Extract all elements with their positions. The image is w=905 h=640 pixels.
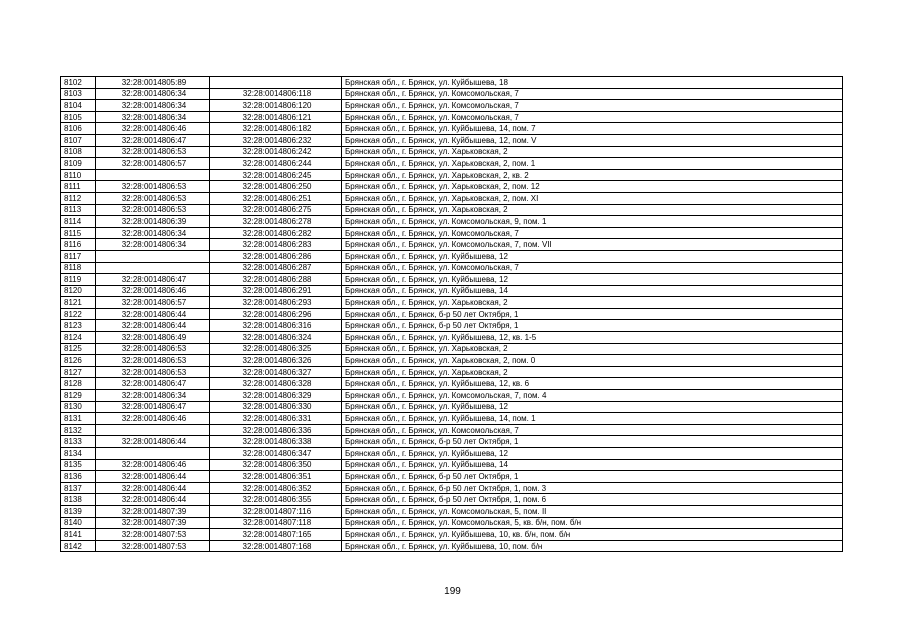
row-number-cell: 8130 <box>61 401 96 413</box>
table-row <box>61 529 843 541</box>
address-cell: Брянская обл., г. Брянск, ул. Куйбышева, 12, кв. 6 <box>342 378 843 390</box>
object-cadastral-number-cell: 32:28:0014806:245 <box>210 169 342 181</box>
parcel-cadastral-number-cell: 32:28:0014806:34 <box>96 227 210 239</box>
table-row <box>61 459 843 471</box>
parcel-cadastral-number-cell <box>96 169 210 181</box>
object-cadastral-number-cell: 32:28:0014806:328 <box>210 378 342 390</box>
table-body <box>61 77 843 552</box>
page-number: 199 <box>444 586 461 597</box>
object-cadastral-number-cell: 32:28:0014807:165 <box>210 529 342 541</box>
row-number-cell: 8123 <box>61 320 96 332</box>
parcel-cadastral-number-cell: 32:28:0014806:46 <box>96 285 210 297</box>
row-number-cell: 8142 <box>61 540 96 552</box>
table-row <box>61 250 843 262</box>
address-cell: Брянская обл., г. Брянск, ул. Харьковская, 2, пом. 1 <box>342 158 843 170</box>
parcel-cadastral-number-cell: 32:28:0014806:47 <box>96 274 210 286</box>
object-cadastral-number-cell: 32:28:0014806:287 <box>210 262 342 274</box>
table-row <box>61 262 843 274</box>
object-cadastral-number-cell: 32:28:0014806:329 <box>210 390 342 402</box>
row-number-cell: 8132 <box>61 424 96 436</box>
address-cell: Брянская обл., г. Брянск, ул. Куйбышева, 10, кв. б/н, пом. б/н <box>342 529 843 541</box>
object-cadastral-number-cell: 32:28:0014806:316 <box>210 320 342 332</box>
object-cadastral-number-cell: 32:28:0014806:182 <box>210 123 342 135</box>
object-cadastral-number-cell: 32:28:0014806:351 <box>210 471 342 483</box>
row-number-cell: 8124 <box>61 332 96 344</box>
address-cell: Брянская обл., г. Брянск, ул. Куйбышева, 12 <box>342 401 843 413</box>
row-number-cell: 8121 <box>61 297 96 309</box>
parcel-cadastral-number-cell: 32:28:0014806:53 <box>96 343 210 355</box>
table-row <box>61 100 843 112</box>
address-cell: Брянская обл., г. Брянск, ул. Харьковская, 2, пом. 12 <box>342 181 843 193</box>
object-cadastral-number-cell: 32:28:0014806:288 <box>210 274 342 286</box>
table-row <box>61 482 843 494</box>
address-cell: Брянская обл., г. Брянск, ул. Харьковская, 2 <box>342 204 843 216</box>
parcel-cadastral-number-cell: 32:28:0014806:53 <box>96 355 210 367</box>
address-cell: Брянская обл., г. Брянск, б-р 50 лет Октября, 1 <box>342 471 843 483</box>
row-number-cell: 8140 <box>61 517 96 529</box>
object-cadastral-number-cell: 32:28:0014806:242 <box>210 146 342 158</box>
table-row <box>61 332 843 344</box>
row-number-cell: 8114 <box>61 216 96 228</box>
cadastral-table <box>60 76 843 552</box>
row-number-cell: 8105 <box>61 111 96 123</box>
row-number-cell: 8131 <box>61 413 96 425</box>
object-cadastral-number-cell: 32:28:0014807:168 <box>210 540 342 552</box>
table-row <box>61 169 843 181</box>
row-number-cell: 8109 <box>61 158 96 170</box>
address-cell: Брянская обл., г. Брянск, ул. Харьковская, 2 <box>342 146 843 158</box>
table-row <box>61 494 843 506</box>
table-row <box>61 517 843 529</box>
row-number-cell: 8126 <box>61 355 96 367</box>
parcel-cadastral-number-cell: 32:28:0014806:47 <box>96 401 210 413</box>
address-cell: Брянская обл., г. Брянск, ул. Комсомольская, 7 <box>342 424 843 436</box>
object-cadastral-number-cell: 32:28:0014806:283 <box>210 239 342 251</box>
address-cell: Брянская обл., г. Брянск, ул. Комсомольская, 7 <box>342 262 843 274</box>
address-cell: Брянская обл., г. Брянск, ул. Куйбышева, 10, пом. б/н <box>342 540 843 552</box>
parcel-cadastral-number-cell <box>96 424 210 436</box>
parcel-cadastral-number-cell: 32:28:0014806:47 <box>96 378 210 390</box>
address-cell: Брянская обл., г. Брянск, ул. Харьковская, 2 <box>342 343 843 355</box>
table-row <box>61 505 843 517</box>
row-number-cell: 8102 <box>61 77 96 89</box>
address-cell: Брянская обл., г. Брянск, ул. Комсомольская, 5, кв. б/н, пом. б/н <box>342 517 843 529</box>
address-cell: Брянская обл., г. Брянск, ул. Куйбышева, 12 <box>342 250 843 262</box>
address-cell: Брянская обл., г. Брянск, ул. Куйбышева, 14 <box>342 459 843 471</box>
row-number-cell: 8119 <box>61 274 96 286</box>
address-cell: Брянская обл., г. Брянск, ул. Комсомольская, 7 <box>342 88 843 100</box>
table-row <box>61 297 843 309</box>
row-number-cell: 8108 <box>61 146 96 158</box>
row-number-cell: 8116 <box>61 239 96 251</box>
table-row <box>61 540 843 552</box>
object-cadastral-number-cell: 32:28:0014806:293 <box>210 297 342 309</box>
table-row <box>61 146 843 158</box>
object-cadastral-number-cell: 32:28:0014806:121 <box>210 111 342 123</box>
row-number-cell: 8128 <box>61 378 96 390</box>
parcel-cadastral-number-cell: 32:28:0014806:53 <box>96 204 210 216</box>
parcel-cadastral-number-cell: 32:28:0014805:89 <box>96 77 210 89</box>
row-number-cell: 8106 <box>61 123 96 135</box>
object-cadastral-number-cell: 32:28:0014806:244 <box>210 158 342 170</box>
row-number-cell: 8134 <box>61 448 96 460</box>
row-number-cell: 8120 <box>61 285 96 297</box>
table-row <box>61 448 843 460</box>
object-cadastral-number-cell: 32:28:0014806:286 <box>210 250 342 262</box>
row-number-cell: 8110 <box>61 169 96 181</box>
parcel-cadastral-number-cell: 32:28:0014806:49 <box>96 332 210 344</box>
table-row <box>61 401 843 413</box>
table-row <box>61 413 843 425</box>
table-row <box>61 192 843 204</box>
row-number-cell: 8115 <box>61 227 96 239</box>
parcel-cadastral-number-cell: 32:28:0014806:46 <box>96 459 210 471</box>
object-cadastral-number-cell: 32:28:0014806:118 <box>210 88 342 100</box>
row-number-cell: 8104 <box>61 100 96 112</box>
table-row <box>61 355 843 367</box>
address-cell: Брянская обл., г. Брянск, б-р 50 лет Октября, 1, пом. 3 <box>342 482 843 494</box>
address-cell: Брянская обл., г. Брянск, ул. Комсомольская, 5, пом. II <box>342 505 843 517</box>
parcel-cadastral-number-cell: 32:28:0014806:46 <box>96 123 210 135</box>
object-cadastral-number-cell: 32:28:0014806:275 <box>210 204 342 216</box>
address-cell: Брянская обл., г. Брянск, ул. Комсомольская, 7, пом. VII <box>342 239 843 251</box>
parcel-cadastral-number-cell: 32:28:0014806:53 <box>96 192 210 204</box>
table-row <box>61 366 843 378</box>
row-number-cell: 8111 <box>61 181 96 193</box>
table-row <box>61 274 843 286</box>
address-cell: Брянская обл., г. Брянск, ул. Харьковская, 2 <box>342 297 843 309</box>
address-cell: Брянская обл., г. Брянск, ул. Куйбышева, 12, кв. 1-5 <box>342 332 843 344</box>
parcel-cadastral-number-cell: 32:28:0014806:44 <box>96 320 210 332</box>
object-cadastral-number-cell: 32:28:0014806:251 <box>210 192 342 204</box>
object-cadastral-number-cell: 32:28:0014806:347 <box>210 448 342 460</box>
parcel-cadastral-number-cell: 32:28:0014806:34 <box>96 390 210 402</box>
row-number-cell: 8133 <box>61 436 96 448</box>
parcel-cadastral-number-cell <box>96 262 210 274</box>
parcel-cadastral-number-cell <box>96 250 210 262</box>
parcel-cadastral-number-cell: 32:28:0014806:34 <box>96 111 210 123</box>
table-row <box>61 308 843 320</box>
row-number-cell: 8137 <box>61 482 96 494</box>
address-cell: Брянская обл., г. Брянск, ул. Куйбышева, 14 <box>342 285 843 297</box>
object-cadastral-number-cell: 32:28:0014806:291 <box>210 285 342 297</box>
row-number-cell: 8141 <box>61 529 96 541</box>
address-cell: Брянская обл., г. Брянск, ул. Комсомольская, 9, пом. 1 <box>342 216 843 228</box>
address-cell: Брянская обл., г. Брянск, б-р 50 лет Октября, 1 <box>342 436 843 448</box>
object-cadastral-number-cell: 32:28:0014806:350 <box>210 459 342 471</box>
address-cell: Брянская обл., г. Брянск, ул. Куйбышева, 12, пом. V <box>342 134 843 146</box>
object-cadastral-number-cell: 32:28:0014806:331 <box>210 413 342 425</box>
object-cadastral-number-cell: 32:28:0014806:338 <box>210 436 342 448</box>
object-cadastral-number-cell: 32:28:0014806:326 <box>210 355 342 367</box>
row-number-cell: 8117 <box>61 250 96 262</box>
address-cell: Брянская обл., г. Брянск, ул. Куйбышева, 12 <box>342 274 843 286</box>
table-row <box>61 320 843 332</box>
row-number-cell: 8118 <box>61 262 96 274</box>
parcel-cadastral-number-cell: 32:28:0014806:44 <box>96 482 210 494</box>
table-row <box>61 111 843 123</box>
row-number-cell: 8138 <box>61 494 96 506</box>
table-row <box>61 77 843 89</box>
table-row <box>61 390 843 402</box>
parcel-cadastral-number-cell: 32:28:0014806:34 <box>96 88 210 100</box>
object-cadastral-number-cell <box>210 77 342 89</box>
row-number-cell: 8113 <box>61 204 96 216</box>
row-number-cell: 8129 <box>61 390 96 402</box>
table-row <box>61 134 843 146</box>
object-cadastral-number-cell: 32:28:0014806:250 <box>210 181 342 193</box>
address-cell: Брянская обл., г. Брянск, ул. Комсомольская, 7 <box>342 227 843 239</box>
address-cell: Брянская обл., г. Брянск, ул. Харьковская, 2, кв. 2 <box>342 169 843 181</box>
parcel-cadastral-number-cell: 32:28:0014806:46 <box>96 413 210 425</box>
object-cadastral-number-cell: 32:28:0014806:336 <box>210 424 342 436</box>
object-cadastral-number-cell: 32:28:0014806:352 <box>210 482 342 494</box>
row-number-cell: 8135 <box>61 459 96 471</box>
address-cell: Брянская обл., г. Брянск, ул. Харьковская, 2, пом. 0 <box>342 355 843 367</box>
row-number-cell: 8103 <box>61 88 96 100</box>
object-cadastral-number-cell: 32:28:0014806:232 <box>210 134 342 146</box>
table-row <box>61 123 843 135</box>
table-row <box>61 216 843 228</box>
parcel-cadastral-number-cell: 32:28:0014806:44 <box>96 494 210 506</box>
table-row <box>61 227 843 239</box>
table-row <box>61 424 843 436</box>
parcel-cadastral-number-cell: 32:28:0014806:57 <box>96 297 210 309</box>
row-number-cell: 8127 <box>61 366 96 378</box>
parcel-cadastral-number-cell: 32:28:0014807:53 <box>96 529 210 541</box>
table-row <box>61 239 843 251</box>
address-cell: Брянская обл., г. Брянск, ул. Куйбышева, 14, пом. 1 <box>342 413 843 425</box>
address-cell: Брянская обл., г. Брянск, ул. Куйбышева, 14, пом. 7 <box>342 123 843 135</box>
table-row <box>61 285 843 297</box>
parcel-cadastral-number-cell: 32:28:0014806:57 <box>96 158 210 170</box>
table-row <box>61 343 843 355</box>
address-cell: Брянская обл., г. Брянск, ул. Харьковская, 2, пом. XI <box>342 192 843 204</box>
row-number-cell: 8107 <box>61 134 96 146</box>
parcel-cadastral-number-cell: 32:28:0014806:39 <box>96 216 210 228</box>
row-number-cell: 8122 <box>61 308 96 320</box>
object-cadastral-number-cell: 32:28:0014806:296 <box>210 308 342 320</box>
object-cadastral-number-cell: 32:28:0014806:355 <box>210 494 342 506</box>
parcel-cadastral-number-cell: 32:28:0014807:53 <box>96 540 210 552</box>
parcel-cadastral-number-cell: 32:28:0014807:39 <box>96 505 210 517</box>
address-cell: Брянская обл., г. Брянск, ул. Куйбышева, 18 <box>342 77 843 89</box>
table-row <box>61 436 843 448</box>
address-cell: Брянская обл., г. Брянск, б-р 50 лет Октября, 1 <box>342 320 843 332</box>
address-cell: Брянская обл., г. Брянск, ул. Куйбышева, 12 <box>342 448 843 460</box>
parcel-cadastral-number-cell: 32:28:0014806:53 <box>96 146 210 158</box>
table-row <box>61 88 843 100</box>
row-number-cell: 8125 <box>61 343 96 355</box>
parcel-cadastral-number-cell: 32:28:0014806:44 <box>96 471 210 483</box>
address-cell: Брянская обл., г. Брянск, б-р 50 лет Октября, 1 <box>342 308 843 320</box>
address-cell: Брянская обл., г. Брянск, ул. Комсомольская, 7 <box>342 100 843 112</box>
parcel-cadastral-number-cell: 32:28:0014806:53 <box>96 366 210 378</box>
table-row <box>61 204 843 216</box>
table-row <box>61 158 843 170</box>
table-row <box>61 378 843 390</box>
parcel-cadastral-number-cell: 32:28:0014806:47 <box>96 134 210 146</box>
address-cell: Брянская обл., г. Брянск, ул. Комсомольская, 7, пом. 4 <box>342 390 843 402</box>
parcel-cadastral-number-cell: 32:28:0014806:34 <box>96 239 210 251</box>
parcel-cadastral-number-cell: 32:28:0014807:39 <box>96 517 210 529</box>
parcel-cadastral-number-cell: 32:28:0014806:44 <box>96 308 210 320</box>
address-cell: Брянская обл., г. Брянск, ул. Комсомольская, 7 <box>342 111 843 123</box>
object-cadastral-number-cell: 32:28:0014806:282 <box>210 227 342 239</box>
table-row <box>61 471 843 483</box>
object-cadastral-number-cell: 32:28:0014806:324 <box>210 332 342 344</box>
object-cadastral-number-cell: 32:28:0014807:118 <box>210 517 342 529</box>
object-cadastral-number-cell: 32:28:0014806:120 <box>210 100 342 112</box>
object-cadastral-number-cell: 32:28:0014807:116 <box>210 505 342 517</box>
parcel-cadastral-number-cell <box>96 448 210 460</box>
object-cadastral-number-cell: 32:28:0014806:327 <box>210 366 342 378</box>
row-number-cell: 8139 <box>61 505 96 517</box>
parcel-cadastral-number-cell: 32:28:0014806:34 <box>96 100 210 112</box>
object-cadastral-number-cell: 32:28:0014806:325 <box>210 343 342 355</box>
parcel-cadastral-number-cell: 32:28:0014806:44 <box>96 436 210 448</box>
address-cell: Брянская обл., г. Брянск, б-р 50 лет Октября, 1, пом. 6 <box>342 494 843 506</box>
table-row <box>61 181 843 193</box>
parcel-cadastral-number-cell: 32:28:0014806:53 <box>96 181 210 193</box>
object-cadastral-number-cell: 32:28:0014806:330 <box>210 401 342 413</box>
address-cell: Брянская обл., г. Брянск, ул. Харьковская, 2 <box>342 366 843 378</box>
row-number-cell: 8112 <box>61 192 96 204</box>
object-cadastral-number-cell: 32:28:0014806:278 <box>210 216 342 228</box>
row-number-cell: 8136 <box>61 471 96 483</box>
